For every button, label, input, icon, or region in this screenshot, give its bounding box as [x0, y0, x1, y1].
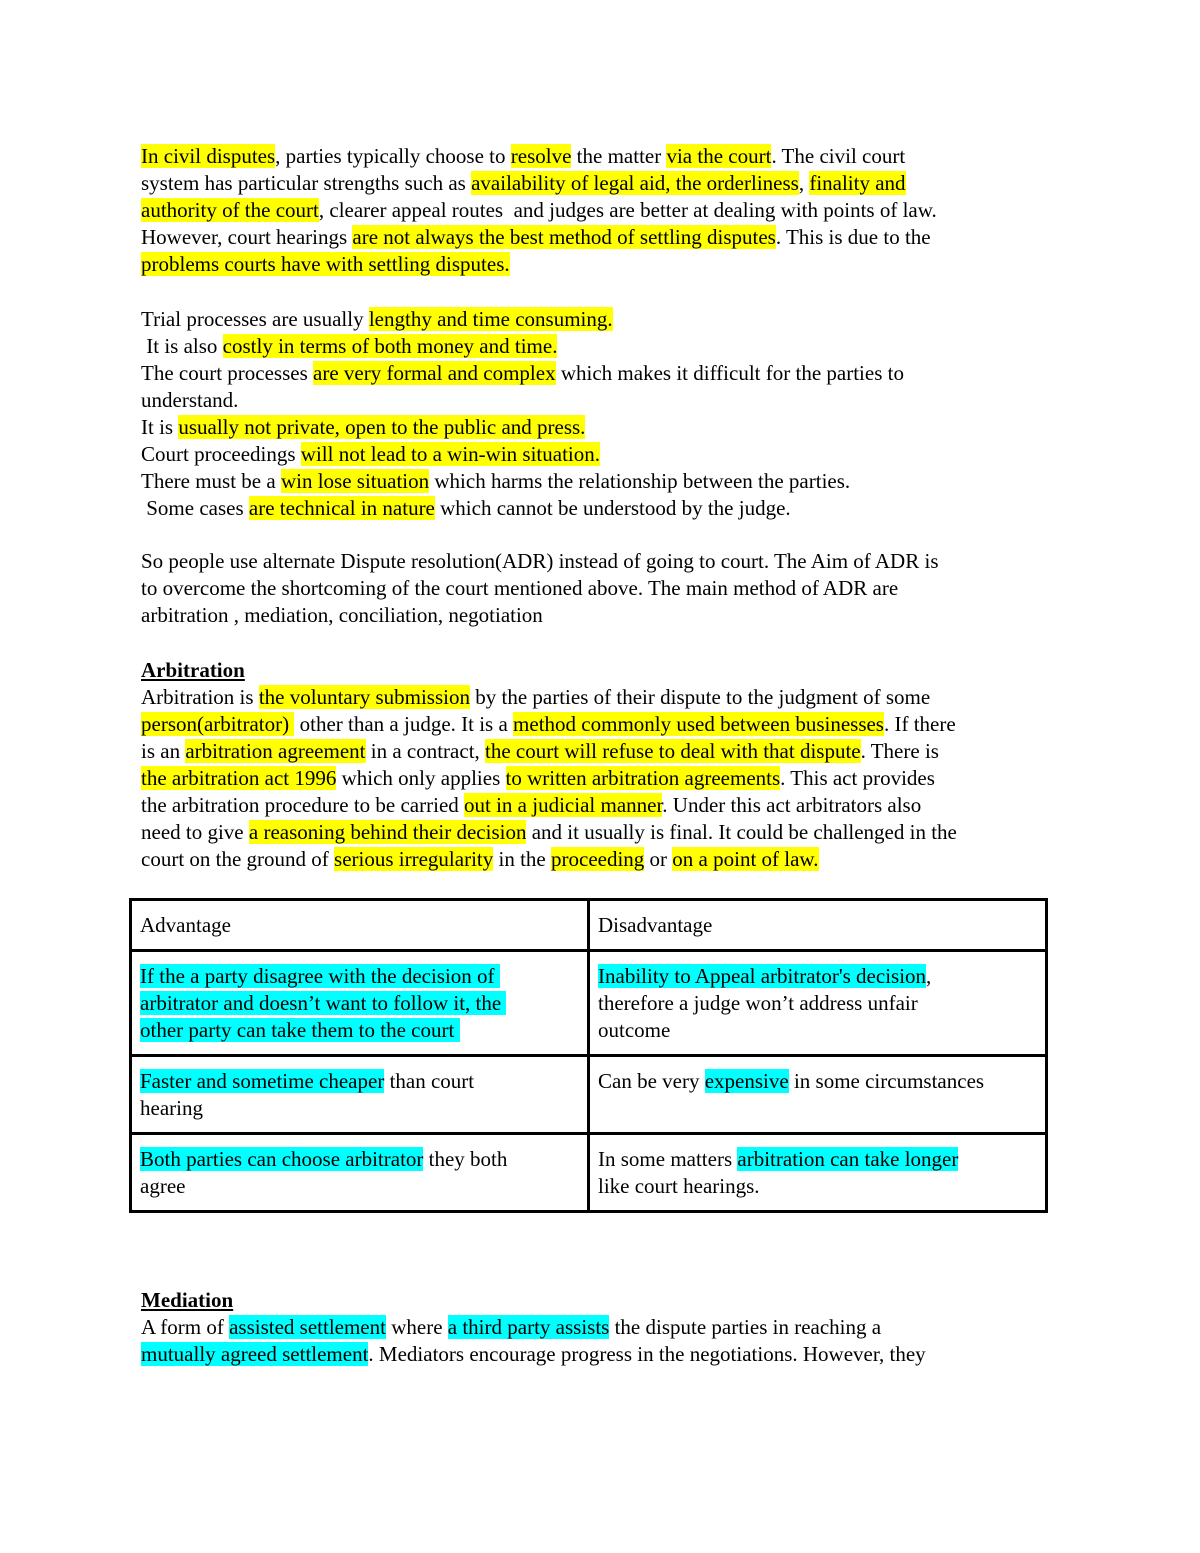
table-cell-disadvantage — [589, 1056, 1047, 1134]
highlighted-text: lengthy and time consuming. — [368, 307, 613, 331]
mediation-section — [141, 1287, 1066, 1368]
highlighted-text: method commonly used between businesses — [513, 712, 884, 736]
highlighted-text: availability of legal aid, the orderliness — [471, 171, 799, 195]
text-segment: However, court hearings — [141, 225, 353, 249]
highlighted-text: arbitration agreement — [185, 739, 366, 763]
text-line — [141, 387, 1066, 414]
highlighted-text: out in a judicial manner — [464, 793, 663, 817]
text-line — [141, 251, 1066, 278]
text-line — [141, 711, 1066, 738]
text-segment: understand. — [141, 388, 239, 412]
text-line — [140, 1146, 579, 1173]
text-segment: Some cases — [141, 496, 249, 520]
text-segment: which makes it difficult for the parties to — [555, 361, 904, 385]
table-cell-disadvantage — [589, 1134, 1047, 1212]
text-segment: . The civil court — [771, 144, 906, 168]
table-row — [131, 1134, 1047, 1212]
highlighted-text: Inability to Appeal arbitrator's decision — [598, 964, 927, 988]
text-segment: hearing — [140, 1096, 203, 1120]
highlighted-text: arbitration can take longer — [737, 1147, 959, 1171]
text-segment: Court proceedings — [141, 442, 301, 466]
highlighted-text: finality and — [809, 171, 906, 195]
text-line — [141, 548, 1066, 575]
text-segment: . There is — [860, 739, 939, 763]
text-segment: So people use alternate Dispute resolution(ADR) instead of going to court. The Aim of ADR is — [141, 549, 939, 573]
table-cell-disadvantage — [589, 951, 1047, 1056]
text-line — [141, 360, 1066, 387]
text-segment: in a contract, — [365, 739, 486, 763]
highlighted-text: arbitrator and doesn’t want to follow it, the — [140, 991, 507, 1015]
text-line — [141, 224, 1066, 251]
table-cell-advantage — [131, 1056, 589, 1134]
highlighted-text: to written arbitration agreements — [505, 766, 781, 790]
arbitration-section — [141, 657, 1066, 873]
highlighted-text: other party can take them to the court — [140, 1018, 460, 1042]
text-segment: system has particular strengths such as — [141, 171, 472, 195]
text-line — [141, 1314, 1066, 1341]
highlighted-text: the voluntary submission — [258, 685, 470, 709]
table-header-disadvantage: Disadvantage — [589, 900, 1047, 951]
text-segment: . Mediators encourage progress in the negotiations. However, they — [368, 1342, 926, 1366]
text-line — [141, 575, 1066, 602]
highlighted-text: on a point of law. — [672, 847, 819, 871]
text-segment: . If there — [883, 712, 956, 736]
highlighted-text: proceeding — [551, 847, 645, 871]
highlighted-text: the arbitration act 1996 — [141, 766, 337, 790]
highlighted-text: If the a party disagree with the decision of — [140, 964, 500, 988]
table-cell-advantage — [131, 1134, 589, 1212]
text-segment: therefore a judge won’t address unfair — [598, 991, 918, 1015]
text-segment: It is also — [141, 334, 223, 358]
text-segment: the dispute parties in reaching a — [609, 1315, 882, 1339]
text-line — [141, 602, 1066, 629]
intro-paragraph — [141, 143, 1066, 278]
text-segment: other than a judge. It is a — [294, 712, 514, 736]
text-line — [141, 495, 1066, 522]
text-segment: in some circumstances — [788, 1069, 985, 1093]
highlighted-text: usually not private, open to the public and press. — [178, 415, 586, 439]
highlighted-text: a third party assists — [447, 1315, 610, 1339]
text-line — [141, 414, 1066, 441]
text-segment: . This is due to the — [775, 225, 931, 249]
text-line — [141, 765, 1066, 792]
text-line — [141, 306, 1066, 333]
highlighted-text: costly in terms of both money and time. — [222, 334, 558, 358]
text-segment: There must be a — [141, 469, 281, 493]
highlighted-text: serious irregularity — [334, 847, 494, 871]
text-segment: and it usually is final. It could be challenged in the — [526, 820, 957, 844]
text-segment: . Under this act arbitrators also — [662, 793, 922, 817]
text-line — [140, 963, 579, 990]
table-row — [131, 1056, 1047, 1134]
highlighted-text: mutually agreed settlement — [141, 1342, 369, 1366]
highlighted-text: resolve — [510, 144, 572, 168]
text-segment: which only applies — [336, 766, 506, 790]
highlighted-text: Faster and sometime cheaper — [140, 1069, 385, 1093]
text-segment: or — [644, 847, 673, 871]
text-segment: to overcome the shortcoming of the court mentioned above. The main method of ADR are — [141, 576, 899, 600]
adr-paragraph — [141, 548, 1066, 629]
text-line — [141, 441, 1066, 468]
text-segment: , — [926, 964, 932, 988]
text-line — [598, 1146, 1037, 1173]
text-segment: the arbitration procedure to be carried — [141, 793, 465, 817]
highlighted-text: a reasoning behind their decision — [248, 820, 527, 844]
text-line — [598, 1068, 1037, 1095]
text-segment: which cannot be understood by the judge. — [434, 496, 791, 520]
text-segment: outcome — [598, 1018, 671, 1042]
text-line — [140, 1068, 579, 1095]
highlighted-text: are not always the best method of settling disputes — [352, 225, 776, 249]
text-segment: In some matters — [598, 1147, 738, 1171]
text-line — [598, 1173, 1037, 1200]
text-line — [141, 468, 1066, 495]
text-line — [598, 963, 1037, 990]
text-segment: , parties typically choose to — [275, 144, 511, 168]
text-line — [141, 1341, 1066, 1368]
text-segment: Can be very — [598, 1069, 705, 1093]
text-segment: by the parties of their dispute to the judgment of some — [470, 685, 931, 709]
table-header-advantage: Advantage — [131, 900, 589, 951]
text-line — [141, 846, 1066, 873]
text-line — [141, 143, 1066, 170]
highlighted-text: person(arbitrator) — [141, 712, 295, 736]
text-line — [141, 792, 1066, 819]
text-line — [141, 738, 1066, 765]
text-segment: Trial processes are usually — [141, 307, 369, 331]
table-header-row — [131, 900, 1047, 951]
text-segment: A form of — [141, 1315, 230, 1339]
text-line — [141, 170, 1066, 197]
text-line — [141, 684, 1066, 711]
text-segment: The court processes — [141, 361, 314, 385]
text-segment: . This act provides — [780, 766, 935, 790]
advantages-disadvantages-table — [129, 898, 1048, 1213]
text-segment: , — [798, 171, 810, 195]
text-segment: agree — [140, 1174, 186, 1198]
highlighted-text: expensive — [704, 1069, 789, 1093]
text-segment: in the — [493, 847, 551, 871]
mediation-paragraph — [141, 1314, 1066, 1368]
highlighted-text: In civil disputes — [141, 144, 276, 168]
arbitration-heading: Arbitration — [141, 658, 245, 682]
highlighted-text: Both parties can choose arbitrator — [140, 1147, 424, 1171]
text-line — [598, 990, 1037, 1017]
text-segment: like court hearings. — [598, 1174, 760, 1198]
text-segment: which harms the relationship between the parties. — [429, 469, 851, 493]
highlighted-text: win lose situation — [280, 469, 430, 493]
text-line — [598, 1017, 1037, 1044]
text-segment: court on the ground of — [141, 847, 335, 871]
text-line — [140, 1095, 579, 1122]
highlighted-text: authority of the court — [141, 198, 319, 222]
text-segment: , clearer appeal routes and judges are better at dealing with points of law. — [318, 198, 937, 222]
text-segment: than court — [384, 1069, 475, 1093]
highlighted-text: the court will refuse to deal with that dispute — [485, 739, 861, 763]
text-line — [141, 197, 1066, 224]
text-line — [141, 333, 1066, 360]
table-row — [131, 951, 1047, 1056]
text-line — [140, 1173, 579, 1200]
text-line — [140, 1017, 579, 1044]
text-segment: It is — [141, 415, 179, 439]
text-segment: where — [385, 1315, 448, 1339]
text-segment: need to give — [141, 820, 249, 844]
highlighted-text: assisted settlement — [229, 1315, 386, 1339]
highlighted-text: will not lead to a win-win situation. — [300, 442, 601, 466]
text-segment: they both — [423, 1147, 508, 1171]
highlighted-text: are very formal and complex — [313, 361, 556, 385]
text-segment: arbitration , mediation, conciliation, negotiation — [141, 603, 543, 627]
highlighted-text: via the court — [666, 144, 772, 168]
text-segment: the matter — [571, 144, 667, 168]
mediation-heading: Mediation — [141, 1288, 234, 1312]
text-segment: Arbitration is — [141, 685, 259, 709]
arbitration-paragraph — [141, 684, 1066, 873]
text-segment: is an — [141, 739, 186, 763]
text-line — [141, 819, 1066, 846]
text-line — [140, 990, 579, 1017]
court-problems-list — [141, 306, 1066, 522]
table-cell-advantage — [131, 951, 589, 1056]
highlighted-text: problems courts have with settling disputes. — [141, 252, 510, 276]
highlighted-text: are technical in nature — [248, 496, 435, 520]
